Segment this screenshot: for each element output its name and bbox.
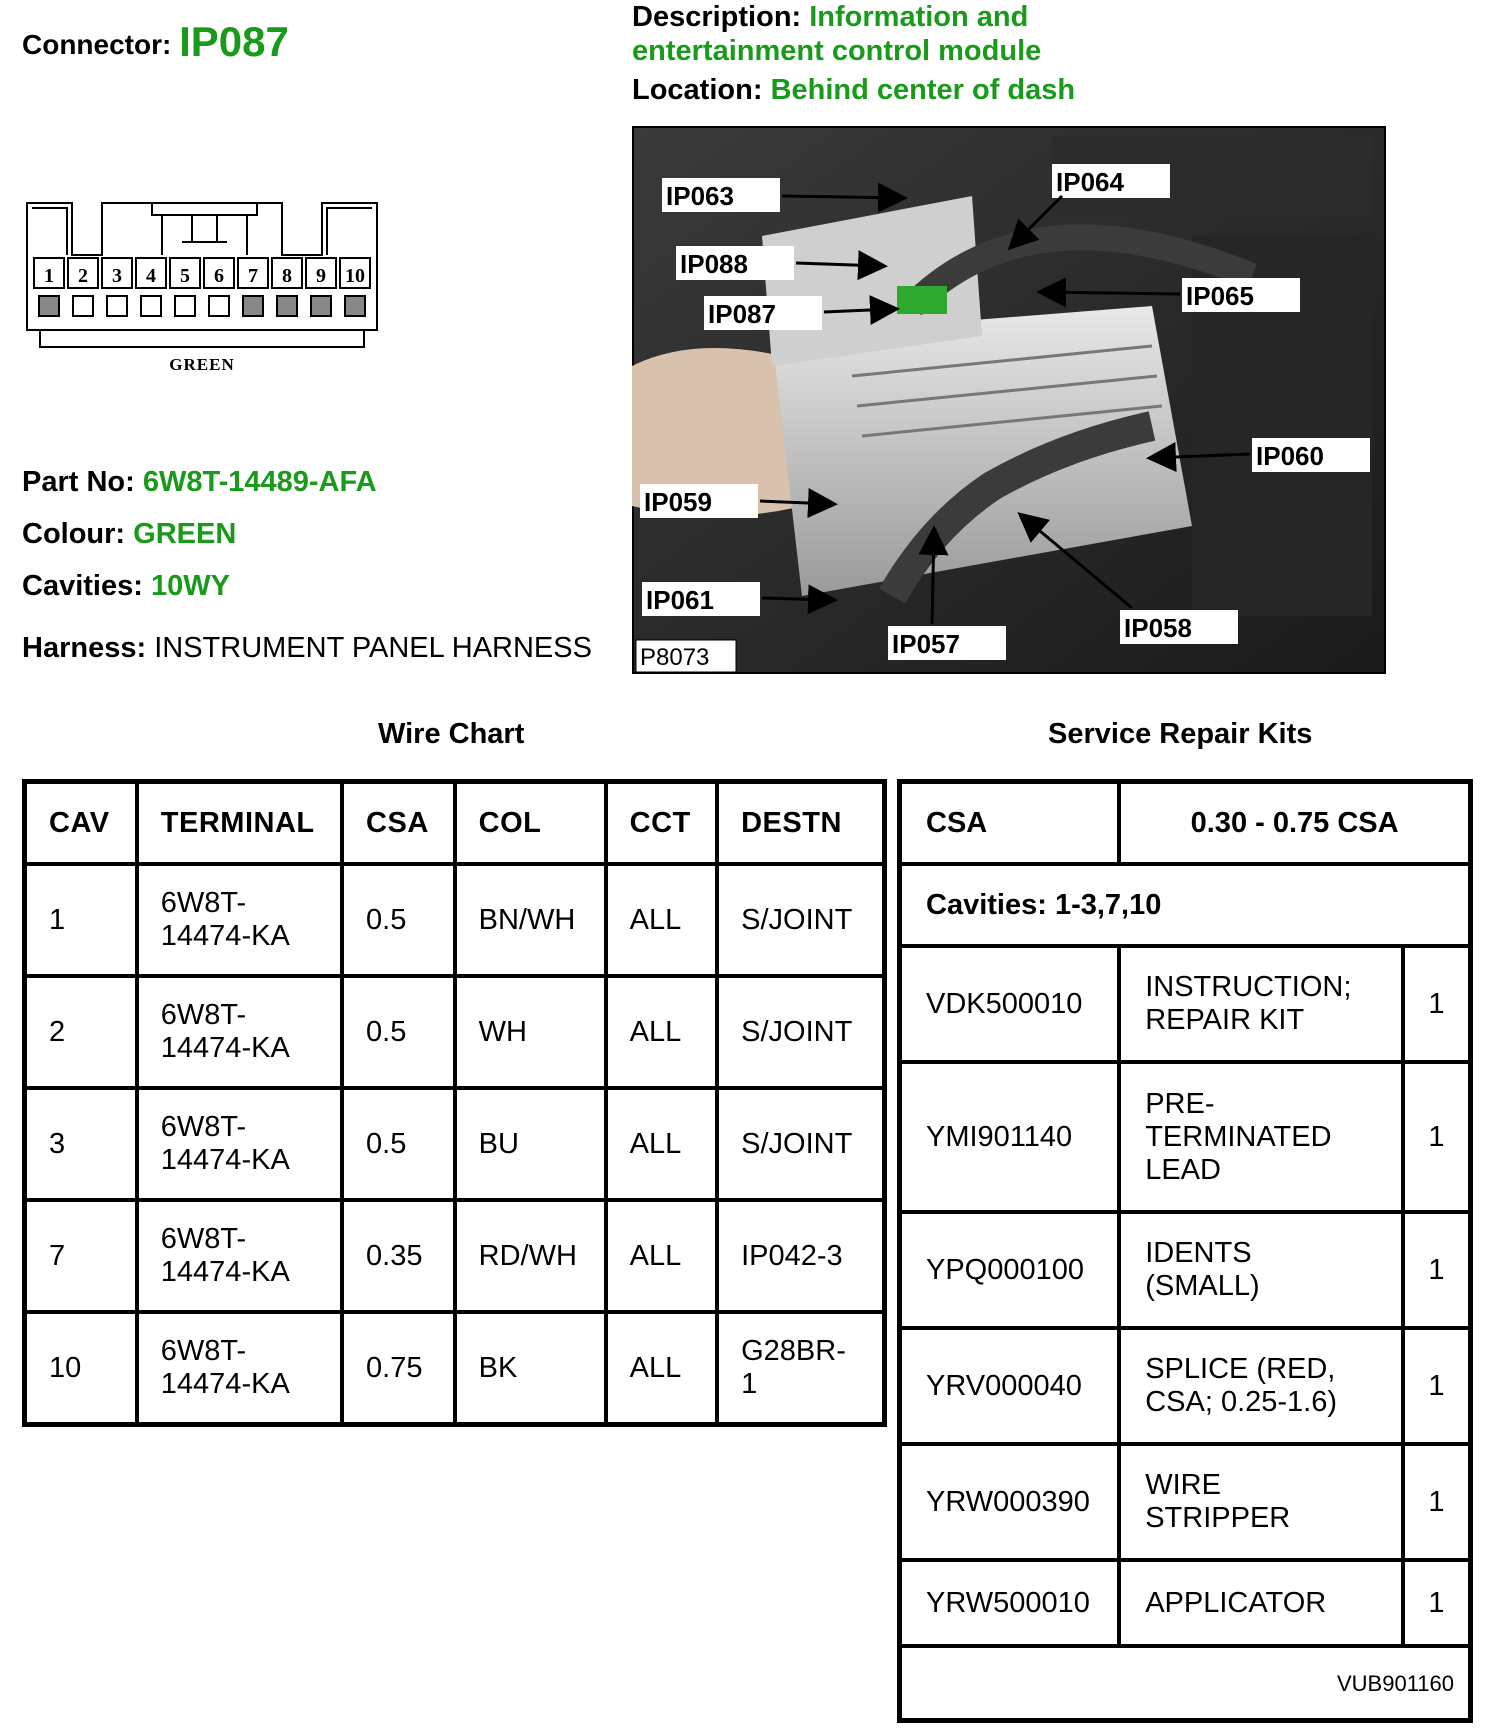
kits-header <box>900 782 1471 865</box>
kit-description <box>1119 1444 1403 1560</box>
wire-chart-title: Wire Chart <box>378 718 525 750</box>
terminal-line: 6W8T- <box>160 999 247 1031</box>
cavity-terminal <box>141 296 161 316</box>
cavity-number: 7 <box>248 265 258 287</box>
cavity-terminal <box>39 296 59 316</box>
cavity-terminal <box>311 296 331 316</box>
table-row <box>25 1088 885 1200</box>
table-row <box>25 976 885 1088</box>
connector-id: IP087 <box>179 18 289 65</box>
cell-terminal <box>137 1312 342 1425</box>
cavity-number: 10 <box>345 265 365 287</box>
kit-desc-line: CSA; 0.25-1.6) <box>1145 1386 1338 1418</box>
destn-line: S/JOINT <box>741 903 853 936</box>
callout-ip058: IP058 <box>1124 613 1192 643</box>
cell-destn <box>717 976 884 1088</box>
location-photo-svg <box>632 126 1386 674</box>
kit-description <box>1119 1560 1403 1646</box>
kits-footer-ref: VUB901160 <box>900 1646 1471 1721</box>
cell-cav: 7 <box>25 1200 137 1312</box>
kit-desc-line: REPAIR KIT <box>1145 1004 1305 1036</box>
cell-csa: 0.5 <box>342 1088 455 1200</box>
cell-cav: 10 <box>25 1312 137 1425</box>
cavity-terminal <box>277 296 297 316</box>
kit-code: YPQ000100 <box>900 1212 1120 1328</box>
callout-ip060: IP060 <box>1256 441 1324 471</box>
cavity-number: 1 <box>44 265 54 287</box>
kit-desc-line: (SMALL) <box>1145 1270 1260 1302</box>
photo-reference: P8073 <box>640 644 710 671</box>
kit-code: VDK500010 <box>900 946 1120 1062</box>
cavity-number: 2 <box>78 265 88 287</box>
kit-desc-line: TERMINATED <box>1145 1120 1332 1153</box>
cell-csa: 0.75 <box>342 1312 455 1425</box>
cell-terminal <box>137 864 342 976</box>
cell-cct: ALL <box>606 1088 717 1200</box>
cell-destn <box>717 1312 884 1425</box>
harness-label: Harness: <box>22 632 147 664</box>
callout-ip059: IP059 <box>644 487 712 517</box>
cell-col: WH <box>455 976 606 1088</box>
callout-ip064: IP064 <box>1056 167 1124 197</box>
kit-qty: 1 <box>1403 946 1471 1062</box>
cell-col: BK <box>455 1312 606 1425</box>
connector-label: Connector: <box>22 29 172 60</box>
cell-csa: 0.35 <box>342 1200 455 1312</box>
kit-desc-line: STRIPPER <box>1145 1502 1291 1534</box>
col-cav: CAV <box>25 782 137 865</box>
cavity-terminal <box>243 296 263 316</box>
kit-qty: 1 <box>1403 1444 1471 1560</box>
cell-terminal <box>137 976 342 1088</box>
part-no-row <box>22 466 377 499</box>
cavity-terminal <box>175 296 195 316</box>
harness-row <box>22 632 592 665</box>
cell-csa: 0.5 <box>342 976 455 1088</box>
kits-footer-row <box>900 1646 1471 1721</box>
harness-value: INSTRUMENT PANEL HARNESS <box>154 632 592 664</box>
colour-row <box>22 518 236 551</box>
terminal-line: 6W8T- <box>160 1335 247 1367</box>
kit-qty: 1 <box>1403 1062 1471 1212</box>
service-kits-table <box>897 779 1473 1723</box>
cell-terminal <box>137 1088 342 1200</box>
kit-desc-line: PRE- <box>1145 1087 1215 1120</box>
destn-line: S/JOINT <box>741 1015 853 1048</box>
cavity-terminal <box>209 296 229 316</box>
kit-description <box>1119 1328 1403 1444</box>
table-row <box>25 864 885 976</box>
destn-line: IP042-3 <box>741 1239 843 1272</box>
destn-line: S/JOINT <box>741 1127 853 1160</box>
cell-cct: ALL <box>606 864 717 976</box>
cavity-terminal <box>107 296 127 316</box>
table-row <box>25 1312 885 1425</box>
terminal-line: 6W8T- <box>160 1223 247 1255</box>
cell-destn <box>717 864 884 976</box>
kit-qty: 1 <box>1403 1328 1471 1444</box>
terminal-line: 14474-KA <box>160 1368 290 1400</box>
col-terminal: TERMINAL <box>137 782 342 865</box>
kits-header-range: 0.30 - 0.75 CSA <box>1119 782 1470 865</box>
list-item <box>900 1444 1471 1560</box>
cell-col: BN/WH <box>455 864 606 976</box>
callout-ip087: IP087 <box>708 299 776 329</box>
callout-ip088: IP088 <box>680 249 748 279</box>
terminal-line: 6W8T- <box>160 887 247 919</box>
kit-code: YMI901140 <box>900 1062 1120 1212</box>
terminal-line: 14474-KA <box>160 1032 290 1064</box>
location-value: Behind center of dash <box>770 74 1076 106</box>
connector-face-svg <box>22 200 387 380</box>
description-label: Description: <box>632 1 802 33</box>
kit-desc-line: APPLICATOR <box>1145 1586 1327 1619</box>
callout-ip061: IP061 <box>646 585 714 615</box>
kit-desc-line: INSTRUCTION; <box>1145 971 1352 1003</box>
description-value-line1: Information and <box>809 1 1029 33</box>
kit-desc-line: SPLICE (RED, <box>1145 1353 1336 1385</box>
cavity-number: 3 <box>112 265 122 287</box>
kit-code: YRV000040 <box>900 1328 1120 1444</box>
cavities-label: Cavities: <box>22 570 143 602</box>
kit-description <box>1119 946 1403 1062</box>
description-value-line2: entertainment control module <box>632 35 1042 67</box>
kit-code: YRW000390 <box>900 1444 1120 1560</box>
list-item <box>900 1062 1471 1212</box>
list-item <box>900 946 1471 1062</box>
cavity-number: 9 <box>316 265 326 287</box>
colour-value: GREEN <box>133 518 237 550</box>
kit-qty: 1 <box>1403 1212 1471 1328</box>
kit-desc-line: IDENTS <box>1145 1237 1252 1269</box>
kit-desc-line: LEAD <box>1145 1153 1221 1186</box>
cell-terminal <box>137 1200 342 1312</box>
destn-line: 1 <box>741 1368 758 1400</box>
terminal-line: 14474-KA <box>160 1144 290 1176</box>
cell-cav: 2 <box>25 976 137 1088</box>
cavity-number: 8 <box>282 265 292 287</box>
kit-description <box>1119 1062 1403 1212</box>
callout-ip057: IP057 <box>892 629 960 659</box>
callout-ip063: IP063 <box>666 181 734 211</box>
cavities-row <box>22 570 230 603</box>
cavities-value: 10WY <box>150 570 230 602</box>
cavity-terminal <box>73 296 93 316</box>
cell-destn <box>717 1088 884 1200</box>
col-cct: CCT <box>606 782 717 865</box>
kits-cavities-row <box>900 864 1471 946</box>
col-destn: DESTN <box>717 782 884 865</box>
cell-cav: 3 <box>25 1088 137 1200</box>
wire-chart-table <box>22 779 887 1427</box>
connector-heading <box>22 18 289 66</box>
cell-csa: 0.5 <box>342 864 455 976</box>
cell-cct: ALL <box>606 1200 717 1312</box>
cavity-number: 4 <box>146 265 156 287</box>
col-csa: CSA <box>342 782 455 865</box>
connector-color-caption: GREEN <box>169 355 235 374</box>
list-item <box>900 1328 1471 1444</box>
destn-line: G28BR- <box>741 1335 846 1367</box>
kit-desc-line: WIRE <box>1145 1469 1221 1501</box>
terminal-line: 14474-KA <box>160 920 290 952</box>
list-item <box>900 1560 1471 1646</box>
terminal-line: 6W8T- <box>160 1111 247 1143</box>
cell-cct: ALL <box>606 976 717 1088</box>
colour-label: Colour: <box>22 518 126 550</box>
cavity-number: 5 <box>180 265 190 287</box>
cell-col: BU <box>455 1088 606 1200</box>
cell-cav: 1 <box>25 864 137 976</box>
part-no-value: 6W8T-14489-AFA <box>142 466 377 498</box>
table-row <box>25 1200 885 1312</box>
part-no-label: Part No: <box>22 466 135 498</box>
wire-chart-header <box>25 782 885 865</box>
terminal-line: 14474-KA <box>160 1256 290 1288</box>
location-block <box>632 74 1075 107</box>
callout-ip065: IP065 <box>1186 281 1254 311</box>
col-col: COL <box>455 782 606 865</box>
kits-cavities: Cavities: 1-3,7,10 <box>900 864 1471 946</box>
service-kits-title: Service Repair Kits <box>1048 718 1313 750</box>
kit-description <box>1119 1212 1403 1328</box>
kits-header-csa: CSA <box>900 782 1120 865</box>
cell-destn <box>717 1200 884 1312</box>
list-item <box>900 1212 1471 1328</box>
cell-cct: ALL <box>606 1312 717 1425</box>
connector-diagram <box>22 200 387 385</box>
location-photo <box>632 126 1386 674</box>
location-label: Location: <box>632 74 763 106</box>
cavity-terminal <box>345 296 365 316</box>
cavity-number: 6 <box>214 265 224 287</box>
kit-qty: 1 <box>1403 1560 1471 1646</box>
description-block <box>632 0 1041 68</box>
cell-col: RD/WH <box>455 1200 606 1312</box>
kit-code: YRW500010 <box>900 1560 1120 1646</box>
